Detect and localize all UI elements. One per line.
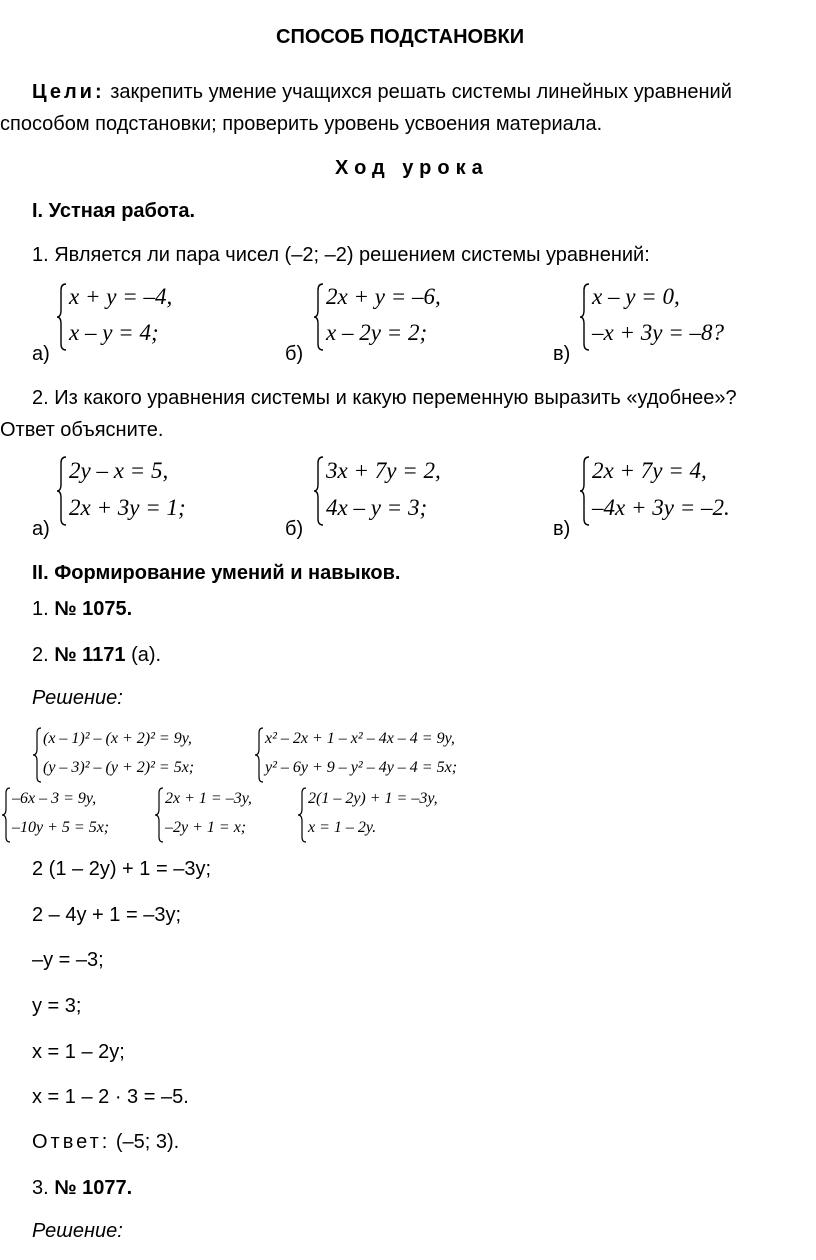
brace-icon	[314, 455, 324, 527]
task-2-system-c	[580, 455, 780, 527]
brace-icon	[314, 282, 324, 352]
item-1-reference: № 1075.	[54, 598, 133, 620]
answer-line	[32, 1129, 179, 1155]
item-3-number: 3.	[32, 1177, 49, 1199]
solution-system-4	[155, 786, 285, 844]
equation: x² – 2x + 1 – x² – 4x – 4 = 9y,	[265, 730, 455, 747]
equation: 2x + 3y = 1;	[69, 495, 186, 520]
equation: 2x + 1 = –3y,	[165, 790, 252, 807]
solution-step-3: –y = –3;	[32, 949, 104, 971]
goals-line-1	[32, 79, 732, 105]
equation: (y – 3)² – (y + 2)² = 5x;	[43, 759, 195, 776]
section-1-heading: I. Устная работа.	[32, 200, 196, 222]
solution-system-5	[298, 786, 478, 844]
item-3	[32, 1175, 132, 1201]
equation: x + y = –4,	[69, 284, 173, 309]
brace-icon	[57, 282, 67, 352]
goals-text-1: закрепить умение учащихся решать системы линейных уравнений	[110, 81, 732, 103]
answer-label: Ответ:	[32, 1131, 111, 1153]
equation: 2x + 7y = 4,	[592, 458, 707, 483]
equation: 2x + y = –6,	[326, 284, 441, 309]
equation: x – 2y = 2;	[326, 320, 428, 345]
solution-step-5: x = 1 – 2y;	[32, 1041, 125, 1063]
equation: –2y + 1 = x;	[165, 819, 247, 836]
equation: 2y – x = 5,	[69, 458, 169, 483]
section-2-heading: II. Формирование умений и навыков.	[32, 562, 401, 584]
brace-icon	[57, 455, 67, 527]
solution-step-1: 2 (1 – 2y) + 1 = –3y;	[32, 858, 211, 880]
brace-icon	[580, 282, 590, 352]
task-1-label-c: в)	[553, 343, 571, 365]
item-2	[32, 642, 161, 668]
equation: (x – 1)² – (x + 2)² = 9y,	[43, 730, 192, 747]
solution-step-2: 2 – 4y + 1 = –3y;	[32, 904, 181, 926]
equation: x – y = 0,	[592, 284, 680, 309]
equation: 4x – y = 3;	[326, 495, 428, 520]
brace-icon	[155, 786, 164, 844]
solution-step-4: y = 3;	[32, 995, 82, 1017]
solution-label-2: Решение:	[32, 1220, 123, 1242]
task-1-system-b	[314, 282, 474, 352]
task-1-label-b: б)	[285, 343, 304, 365]
equation: 3x + 7y = 2,	[326, 458, 441, 483]
brace-icon	[33, 726, 42, 784]
task-1-text: 1. Является ли пара чисел (–2; –2) решением системы уравнений:	[32, 244, 650, 266]
item-2-reference: № 1171	[54, 644, 126, 666]
task-2-system-a	[57, 455, 217, 527]
solution-step-6: x = 1 – 2 · 3 = –5.	[32, 1086, 189, 1108]
solution-system-1	[33, 726, 243, 784]
equation: –10y + 5 = 5x;	[12, 819, 110, 836]
goals-line-2: способом подстановки; проверить уровень усвоения материала.	[0, 113, 603, 135]
equation: –6x – 3 = 9y,	[12, 790, 97, 807]
solution-system-2	[255, 726, 525, 784]
task-2-line-2: Ответ объясните.	[0, 419, 164, 441]
task-2-system-b	[314, 455, 474, 527]
equation: –x + 3y = –8?	[592, 320, 724, 345]
solution-system-3	[2, 786, 142, 844]
brace-icon	[580, 455, 590, 527]
task-1-system-c	[580, 282, 760, 352]
page-title: СПОСОБ ПОДСТАНОВКИ	[276, 26, 525, 48]
answer-value: (–5; 3).	[115, 1131, 180, 1153]
task-2-label-a: а)	[32, 518, 50, 540]
lesson-heading: Ход урока	[335, 157, 489, 179]
solution-label: Решение:	[32, 687, 123, 709]
task-2-line-1: 2. Из какого уравнения системы и какую переменную выразить «удобнее»?	[32, 387, 737, 409]
brace-icon	[298, 786, 307, 844]
task-1-label-a: а)	[32, 343, 50, 365]
brace-icon	[255, 726, 264, 784]
goals-label: Цели:	[32, 81, 105, 103]
item-3-reference: № 1077.	[54, 1177, 133, 1199]
task-2-label-b: б)	[285, 518, 304, 540]
equation: –4x + 3y = –2.	[592, 495, 730, 520]
item-2-suffix: (а).	[131, 644, 162, 666]
brace-icon	[2, 786, 11, 844]
equation: 2(1 – 2y) + 1 = –3y,	[308, 790, 438, 807]
task-2-label-c: в)	[553, 518, 571, 540]
equation: y² – 6y + 9 – y² – 4y – 4 = 5x;	[265, 759, 458, 776]
item-1-number: 1.	[32, 598, 49, 620]
item-2-number: 2.	[32, 644, 49, 666]
task-1-system-a	[57, 282, 217, 352]
item-1	[32, 596, 132, 622]
equation: x – y = 4;	[69, 320, 159, 345]
equation: x = 1 – 2y.	[308, 819, 377, 836]
